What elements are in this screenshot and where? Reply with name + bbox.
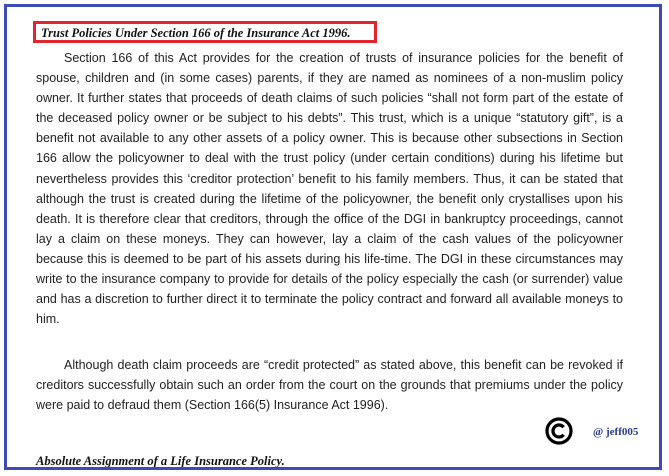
paragraph-1	[36, 48, 623, 329]
paragraph-1-text: Section 166 of this Act provides for the creation of trusts of insurance policies for the benefit of spouse, children and (in some cases) parents, if they are named as nominees of a non-muslim policy owner. It further states that proceeds of death claims of such policies “shall not form part of the estate of the deceased policy owner or be subject to his debts”. This trust, which is a unique “statutory gift”, is a benefit not available to any other assets of a policy owner. This is because other subsections in Section 166 allow the policyowner to deal with the trust policy (under certain conditions) during his lifetime but nevertheless provides this ‘creditor protection’ benefit to his family members. Thus, it can be stated that although the trust is created during the lifetime of the policyowner, the benefit only crystallises upon his death. It is therefore clear that creditors, through the office of the DGI in bankruptcy proceedings, cannot lay a claim on these moneys. They can however, lay a claim of the cash values of the policyowner because this is deemed to be part of his assets during his life-time. The DGI in these circumstances may write to the insurance company to provide for details of the policy especially the cash (or surrender) value and has a discretion to further direct it to terminate the policy contract and forward all available moneys to him.	[36, 51, 623, 327]
author-credit: @ jeff005	[593, 426, 639, 438]
document-frame	[4, 4, 662, 470]
paragraph-2-text: Although death claim proceeds are “credit protected” as stated above, this benefit can be revoked if creditors successfully obtain such an order from the court on the grounds that premiums under the policy were paid to defraud them (Section 166(5) Insurance Act 1996).	[36, 358, 623, 413]
section-heading: Trust Policies Under Section 166 of the Insurance Act 1996.	[41, 26, 351, 40]
next-section-heading: Absolute Assignment of a Life Insurance Policy.	[36, 454, 285, 468]
paragraph-2	[36, 355, 623, 415]
copyright-icon	[545, 417, 573, 445]
